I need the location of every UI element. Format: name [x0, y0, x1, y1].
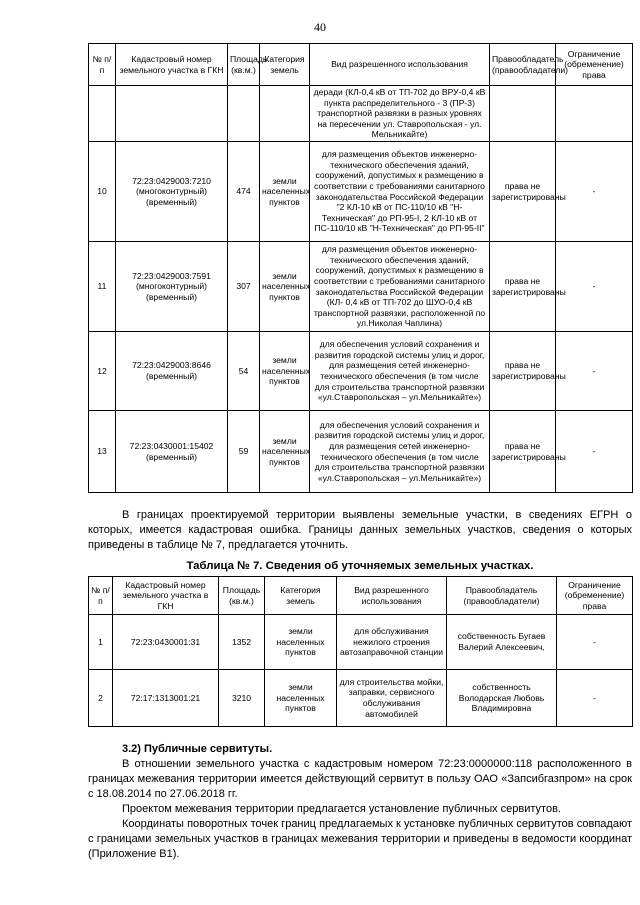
cell-area	[228, 86, 260, 142]
table-row	[89, 615, 633, 670]
paragraph-proposal: Проектом межевания территории предлагается установление публичных сервитутов.	[122, 803, 561, 815]
cell-use: для обслуживания нежилого строения автозаправочной станции	[337, 615, 447, 670]
cell-owner: права не зарегистрированы	[490, 242, 556, 332]
cell-owner: права не зарегистрированы	[490, 142, 556, 242]
cell-num: 12	[89, 332, 116, 411]
cell-limit: -	[556, 142, 633, 242]
cell-use: деради (КЛ-0,4 кВ от ТП-702 до ВРУ-0,4 кВ пункта распределительного - 3 (ПР-3) транспортной развязки в разных уровнях на пересечении ул. Ставропольская - ул. Мельникайте)	[310, 86, 490, 142]
col-header-num: № п/п	[89, 577, 113, 615]
cell-use: для обеспечения условий сохранения и развития городской системы улиц и дорог, для размещения сетей инженерно-технического обеспечения (в том числе для строительства транспортной развязки «ул.Ставропольская – ул.Мельникайте»)	[310, 411, 490, 493]
cell-area: 307	[228, 242, 260, 332]
cell-area: 3210	[219, 670, 265, 727]
table-row	[89, 242, 633, 332]
col-header-area: Площадь (кв.м.)	[219, 577, 265, 615]
cell-limit: -	[557, 670, 633, 727]
paragraph-servitude: В отношении земельного участка с кадастровым номером 72:23:0000000:118 расположенного в границах межевания территории имеется действующий сервитут в пользу ОАО «Запсибгазпром» на срок с 18.08.2014 по 27.06.2018 гг.	[88, 758, 632, 800]
cell-num: 13	[89, 411, 116, 493]
cell-limit: -	[557, 615, 633, 670]
cell-cadastral: 72:23:0429003:7591 (многоконтурный) (временный)	[116, 242, 228, 332]
cell-use: для строительства мойки, заправки, сервисного обслуживания автомобилей	[337, 670, 447, 727]
paragraph-cadastral-error: В границах проектируемой территории выявлены земельные участки, в сведениях ЕГРН о которых, имеется кадастровая ошибка. Границы данных земельных участков, сведения о которых приведены в таблице № 7, предлагается уточнить.	[88, 509, 632, 551]
cell-owner	[490, 86, 556, 142]
col-header-num: № п/п	[89, 44, 116, 86]
cell-use: для размещения объектов инженерно-технического обеспечения зданий, сооружений, допустимых к размещению в соответствии с требованиями санитарного законодательства Российской Федерации "2 КЛ-10 кВ от ПС-110/10 кВ "Н-Техническая" до РП-95-I, 2 КЛ-10 кВ от ПС-110/10 кВ "Н-Техническая" до РП-95-II"	[310, 142, 490, 242]
col-header-cadastral: Кадастровый номер земельного участка в ГКН	[113, 577, 219, 615]
cell-category: земли населенных пунктов	[260, 411, 310, 493]
cell-limit	[556, 86, 633, 142]
cell-category: земли населенных пунктов	[265, 670, 337, 727]
table7-caption: Таблица № 7. Сведения об уточняемых земельных участках.	[186, 560, 534, 572]
col-header-owner: Правообладатель (правообладатели)	[490, 44, 556, 86]
cell-category: земли населенных пунктов	[260, 242, 310, 332]
cell-area: 474	[228, 142, 260, 242]
cell-num: 10	[89, 142, 116, 242]
table-row	[89, 86, 633, 142]
table-row	[89, 411, 633, 493]
land-plots-table	[88, 43, 633, 493]
cell-owner: собственность Володарская Любовь Владимировна	[447, 670, 557, 727]
table-row	[89, 142, 633, 242]
col-header-use: Вид разрешенного использования	[337, 577, 447, 615]
cell-owner: права не зарегистрированы	[490, 411, 556, 493]
cell-limit: -	[556, 411, 633, 493]
col-header-cadastral: Кадастровый номер земельного участка в ГКН	[116, 44, 228, 86]
table-header-row	[89, 577, 633, 615]
cell-num: 11	[89, 242, 116, 332]
page-number: 40	[314, 20, 326, 34]
cell-category: земли населенных пунктов	[260, 142, 310, 242]
col-header-owner: Правообладатель (правообладатели)	[447, 577, 557, 615]
cell-cadastral: 72:23:0430001:15402 (временный)	[116, 411, 228, 493]
cell-use: для размещения объектов инженерно-технического обеспечения зданий, сооружений, допустимых к размещению в соответствии с требованиями санитарного законодательства Российской Федерации (КЛ- 0,4 кВ от ТП-702 до ШУО-0,4 кВ транспортной развязки, расположенной по ул.Николая Чаплина)	[310, 242, 490, 332]
cell-owner: собственность Бугаев Валерий Алексеевич,	[447, 615, 557, 670]
cell-cadastral: 72:23:0429003:8646 (временный)	[116, 332, 228, 411]
section-heading: 3.2) Публичные сервитуты.	[122, 743, 273, 755]
cell-category: земли населенных пунктов	[260, 332, 310, 411]
cell-area: 54	[228, 332, 260, 411]
cell-num: 2	[89, 670, 113, 727]
col-header-category: Категория земель	[265, 577, 337, 615]
col-header-use: Вид разрешенного использования	[310, 44, 490, 86]
cell-cadastral: 72:23:0429003:7210 (многоконтурный) (временный)	[116, 142, 228, 242]
cell-cadastral: 72:17:1313001:21	[113, 670, 219, 727]
paragraph-coordinates: Координаты поворотных точек границ предлагаемых к установке публичных сервитутов совпадают с границами земельных участков в границах межевания территории и приведены в ведомости координат (Приложение В1).	[88, 818, 632, 860]
col-header-category: Категория земель	[260, 44, 310, 86]
cell-limit: -	[556, 242, 633, 332]
cell-cadastral	[116, 86, 228, 142]
table-row	[89, 670, 633, 727]
cell-num	[89, 86, 116, 142]
table-header-row	[89, 44, 633, 86]
col-header-limit: Ограничение (обременение) права	[556, 44, 633, 86]
col-header-area: Площадь (кв.м.)	[228, 44, 260, 86]
cell-category	[260, 86, 310, 142]
cell-limit: -	[556, 332, 633, 411]
table-7	[88, 576, 633, 727]
cell-area: 59	[228, 411, 260, 493]
cell-use: для обеспечения условий сохранения и развития городской системы улиц и дорог, для размещения сетей инженерно-технического обеспечения (в том числе для строительства транспортной развязки «ул.Ставропольская – ул.Мельникайте»)	[310, 332, 490, 411]
cell-area: 1352	[219, 615, 265, 670]
cell-owner: права не зарегистрированы	[490, 332, 556, 411]
table-row	[89, 332, 633, 411]
cell-cadastral: 72:23:0430001:31	[113, 615, 219, 670]
cell-category: земли населенных пунктов	[265, 615, 337, 670]
cell-num: 1	[89, 615, 113, 670]
col-header-limit: Ограничение (обременение) права	[557, 577, 633, 615]
